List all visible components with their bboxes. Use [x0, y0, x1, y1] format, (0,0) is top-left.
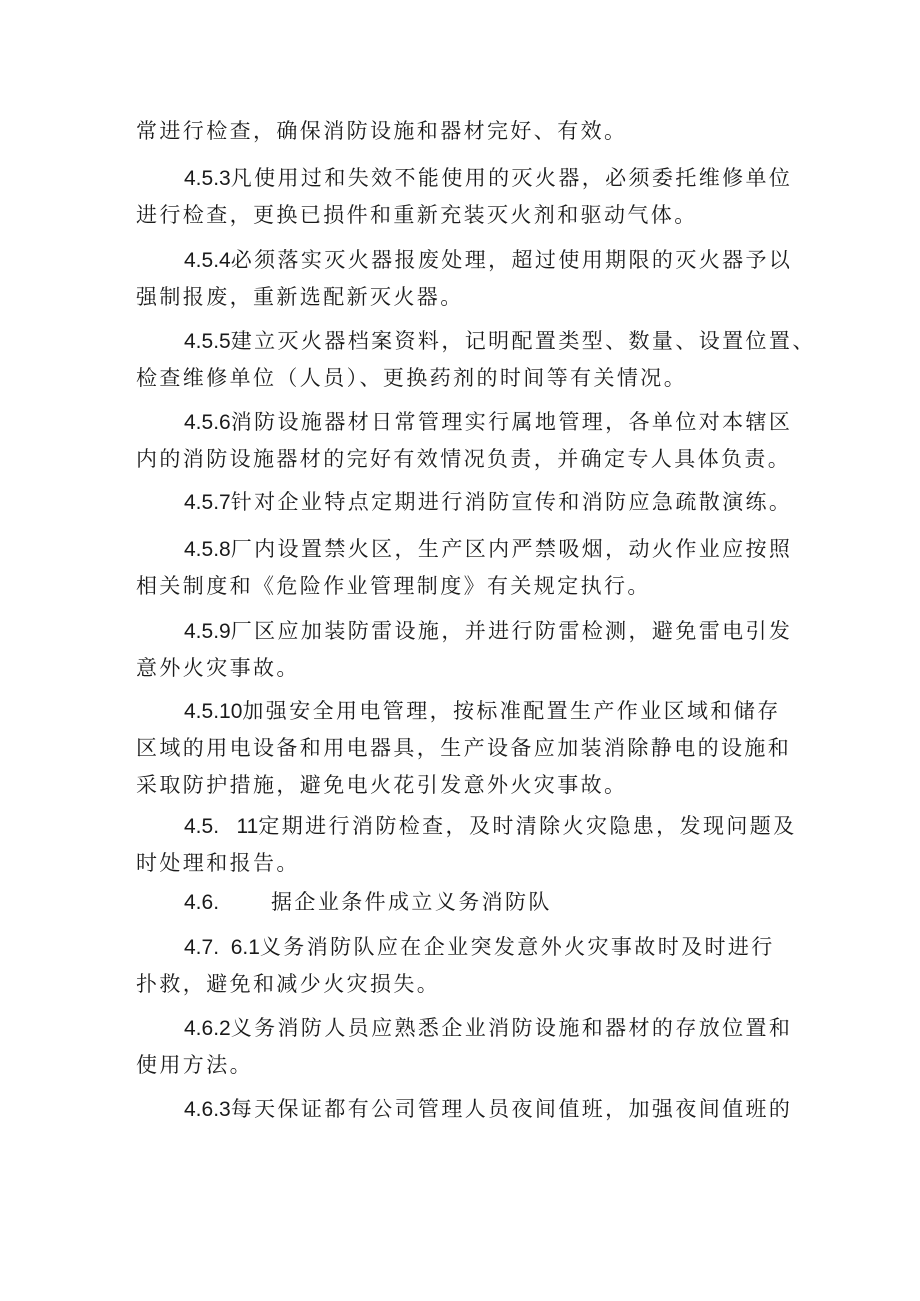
section-number: 4.5. 11	[184, 815, 259, 838]
paragraph-text: 每天保证都有公司管理人员夜间值班，加强夜间值班的	[230, 1097, 793, 1121]
paragraph-line	[136, 1091, 796, 1128]
paragraph-line	[136, 160, 796, 197]
paragraph-line	[136, 242, 796, 279]
section-number: 4.5.7	[184, 491, 231, 514]
paragraph-line: 扑救，避免和减少火灾损失。	[136, 972, 441, 996]
paragraph-4-6-2	[136, 1010, 796, 1084]
section-number: 4.6.3	[184, 1098, 231, 1121]
paragraph-line: 意外火灾事故。	[136, 656, 300, 680]
paragraph-line	[136, 808, 796, 845]
paragraph-text: 必须落实灭火器报废处理，超过使用期限的灭火器予以	[230, 248, 793, 272]
paragraph-line: 检查维修单位（人员）、更换药剂的时间等有关情况。	[136, 366, 688, 390]
paragraph-line: 使用方法。	[136, 1053, 253, 1077]
paragraph-line	[136, 884, 796, 921]
paragraph-text: 凡使用过和失效不能使用的灭火器，必须委托维修单位	[230, 166, 793, 190]
paragraph-line: 采取防护措施，避免电火花引发意外火灾事故。	[136, 773, 628, 797]
section-number: 4.5.6	[184, 411, 231, 434]
paragraph-line: 相关制度和《危险作业管理制度》有关规定执行。	[136, 574, 651, 598]
paragraph-line: 常进行检查，确保消防设施和器材完好、有效。	[136, 119, 628, 143]
paragraph-line: 强制报废，重新选配新灭火器。	[136, 285, 464, 309]
paragraph-4-5-7	[136, 484, 796, 521]
paragraph-4-5-9	[136, 613, 796, 687]
paragraph-line	[136, 404, 796, 441]
paragraph-text: 定期进行消防检查，及时清除火灾隐患，发现问题及	[258, 814, 797, 838]
paragraph-text: 建立灭火器档案资料，记明配置类型、数量、设置位置、	[230, 329, 816, 353]
section-number: 4.5.4	[184, 249, 231, 272]
section-heading: 据企业条件成立义务消防队	[271, 890, 552, 914]
paragraph-line: 内的消防设施器材的完好有效情况负责，并确定专人具体负责。	[136, 447, 792, 471]
paragraph-text: 义务消防队应在企业突发意外火灾事故时及时进行	[259, 935, 775, 959]
paragraph-4-5-3	[136, 160, 796, 234]
paragraph-line	[136, 693, 796, 730]
section-number: 4.6.2	[184, 1017, 231, 1040]
paragraph-line	[136, 531, 796, 568]
paragraph-4-5-5	[136, 323, 816, 397]
paragraph-line: 区域的用电设备和用电器具，生产设备应加装消除静电的设施和	[136, 736, 792, 760]
paragraph-4-6	[136, 884, 796, 921]
paragraph-line	[136, 929, 796, 966]
paragraph-4-5-10	[136, 693, 796, 804]
paragraph-text: 厂内设置禁火区，生产区内严禁吸烟，动火作业应按照	[230, 537, 793, 561]
section-number: 4.5.9	[184, 620, 231, 643]
paragraph-line: 时处理和报告。	[136, 851, 300, 875]
paragraph-line: 进行检查，更换已损件和重新充装灭火剂和驱动气体。	[136, 203, 698, 227]
paragraph-4-6-3	[136, 1091, 796, 1128]
paragraph-4-7-6-1	[136, 929, 796, 1003]
section-number: 4.7. 6.1	[184, 936, 260, 959]
paragraph-line	[136, 1010, 796, 1047]
paragraph-text: 针对企业特点定期进行消防宣传和消防应急疏散演练。	[230, 490, 793, 514]
section-number: 4.5.3	[184, 167, 231, 190]
paragraph-4-5-11	[136, 808, 796, 882]
section-number: 4.5.10	[184, 700, 243, 723]
paragraph-text: 厂区应加装防雷设施，并进行防雷检测，避免雷电引发	[230, 619, 793, 643]
paragraph-4-5-6	[136, 404, 796, 478]
paragraph-4-5-8	[136, 531, 796, 605]
paragraph-4-5-4	[136, 242, 796, 316]
section-number: 4.6.	[184, 891, 220, 914]
section-number: 4.5.5	[184, 330, 231, 353]
paragraph-line	[136, 323, 816, 360]
paragraph-text: 消防设施器材日常管理实行属地管理，各单位对本辖区	[230, 410, 793, 434]
paragraph-text: 加强安全用电管理，按标准配置生产作业区域和储存	[242, 699, 781, 723]
paragraph-text: 义务消防人员应熟悉企业消防设施和器材的存放位置和	[230, 1016, 793, 1040]
paragraph-line	[136, 484, 796, 521]
paragraph-continuation	[136, 113, 796, 150]
paragraph-line	[136, 613, 796, 650]
section-number: 4.5.8	[184, 538, 231, 561]
